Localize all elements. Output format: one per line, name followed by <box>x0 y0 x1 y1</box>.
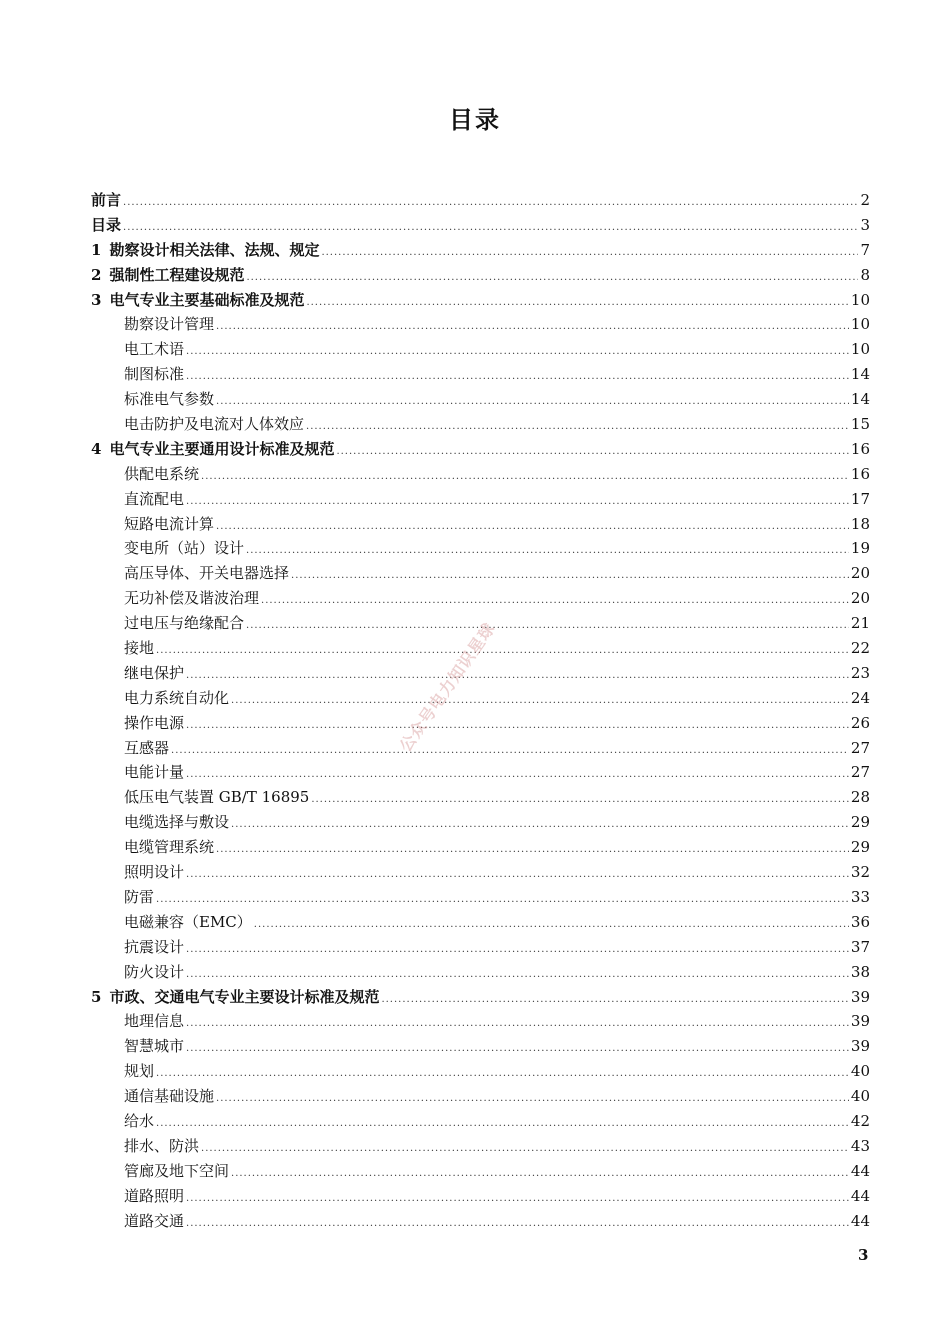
toc-entry[interactable] <box>91 910 870 935</box>
toc-entry-number: 5 <box>91 987 102 1006</box>
toc-entry-label: 制图标准 <box>124 365 185 384</box>
toc-entry-page: 29 <box>850 838 870 857</box>
toc-entry-label: 通信基础设施 <box>124 1087 215 1106</box>
toc-entry[interactable] <box>91 1159 870 1184</box>
dot-leader <box>216 390 849 415</box>
toc-entry-label: 电气专业主要通用设计标准及规范 <box>109 439 335 458</box>
toc-entry-label: 前言 <box>91 191 122 209</box>
toc-entry-label: 勘察设计管理 <box>124 315 215 334</box>
toc-entry[interactable] <box>91 860 870 885</box>
toc-entry-label: 勘察设计相关法律、法规、规定 <box>109 240 320 259</box>
dot-leader <box>156 1112 849 1137</box>
dot-leader <box>156 639 849 664</box>
toc-entry[interactable] <box>91 337 870 362</box>
dot-leader <box>231 1162 849 1187</box>
dot-leader <box>156 1062 849 1087</box>
toc-entry-label: 电气专业主要基础标准及规范 <box>109 290 305 309</box>
toc-entry-page: 32 <box>850 863 870 882</box>
toc-entry-label: 无功补偿及谐波治理 <box>124 589 260 608</box>
toc-entry-label: 电力系统自动化 <box>124 688 230 707</box>
toc-entry-label: 目录 <box>91 215 122 234</box>
toc-entry-page: 40 <box>850 1087 870 1106</box>
toc-entry-page: 23 <box>850 663 870 682</box>
toc-entry-page: 10 <box>850 340 870 359</box>
toc-entry-label: 市政、交通电气专业主要设计标准及规范 <box>109 987 380 1006</box>
toc-entry-label: 电磁兼容（EMC） <box>124 912 252 931</box>
toc-entry[interactable] <box>91 188 870 213</box>
toc-entry-label: 防火设计 <box>124 962 185 981</box>
dot-leader <box>186 1037 849 1062</box>
dot-leader <box>186 1212 849 1237</box>
dot-leader <box>311 788 849 813</box>
dot-leader <box>336 440 848 465</box>
toc-entry-page: 29 <box>850 813 870 832</box>
toc-entry-page: 22 <box>850 639 870 658</box>
toc-entry[interactable] <box>91 586 870 611</box>
toc-entry-page: 16 <box>850 464 870 483</box>
dot-leader <box>186 1187 849 1212</box>
toc-entry-page: 36 <box>850 912 870 931</box>
toc-entry-number: 1 <box>91 240 102 259</box>
toc-entry[interactable] <box>91 437 870 462</box>
toc-entry[interactable] <box>91 263 870 288</box>
dot-leader <box>186 714 849 739</box>
dot-leader <box>291 564 849 589</box>
dot-leader <box>254 913 849 938</box>
toc-entry[interactable] <box>91 810 870 835</box>
toc-entry[interactable] <box>91 1209 870 1234</box>
toc-entry[interactable] <box>91 1084 870 1109</box>
toc-entry-label: 高压导体、开关电器选择 <box>124 564 290 583</box>
dot-leader <box>261 589 849 614</box>
toc-entry-page: 44 <box>850 1161 870 1180</box>
toc-entry-page: 3 <box>860 215 870 234</box>
dot-leader <box>216 1087 849 1112</box>
toc-entry-page: 39 <box>850 1012 870 1031</box>
toc-entry[interactable] <box>91 536 870 561</box>
toc-entry-page: 19 <box>850 539 870 558</box>
toc-entry-label: 互感器 <box>124 738 170 757</box>
dot-leader <box>123 191 858 216</box>
toc-entry[interactable] <box>91 362 870 387</box>
toc-entry-label: 管廊及地下空间 <box>124 1161 230 1180</box>
toc-entry-page: 16 <box>850 439 870 458</box>
dot-leader <box>231 813 849 838</box>
toc-entry[interactable] <box>91 238 870 263</box>
toc-entry[interactable] <box>91 960 870 985</box>
toc-entry[interactable] <box>91 736 870 761</box>
toc-entry-number: 4 <box>91 439 102 458</box>
toc-entry-page: 40 <box>850 1062 870 1081</box>
toc-entry-label: 操作电源 <box>124 713 185 732</box>
toc-entry-page: 38 <box>850 962 870 981</box>
toc-entry-label: 排水、防洪 <box>124 1136 200 1155</box>
toc-entry-label: 直流配电 <box>124 489 185 508</box>
toc-entry[interactable] <box>91 288 870 313</box>
toc-entry-label: 电能计量 <box>124 763 185 782</box>
toc-entry-page: 14 <box>850 365 870 384</box>
toc-entry-label: 强制性工程建设规范 <box>109 265 245 284</box>
toc-entry-page: 15 <box>850 415 870 434</box>
dot-leader <box>381 988 848 1013</box>
toc-entry-page: 7 <box>860 240 870 259</box>
dot-leader <box>306 415 849 440</box>
dot-leader <box>246 614 849 639</box>
toc-entry-label: 道路交通 <box>124 1211 185 1230</box>
toc-entry-page: 39 <box>850 987 870 1006</box>
dot-leader <box>246 539 849 564</box>
toc-entry-page: 44 <box>850 1211 870 1230</box>
toc-entry-page: 14 <box>850 390 870 409</box>
toc-entry-label: 电击防护及电流对人体效应 <box>124 415 305 434</box>
toc-entry[interactable] <box>91 661 870 686</box>
toc-entry-label: 供配电系统 <box>124 464 200 483</box>
toc-entry-label: 电工术语 <box>124 340 185 359</box>
toc-entry-label: 低压电气装置 GB/T 16895 <box>124 788 310 807</box>
toc-entry[interactable] <box>91 1134 870 1159</box>
toc-entry[interactable] <box>91 1184 870 1209</box>
dot-leader <box>186 340 849 365</box>
watermark: 公众号电力知识星球 <box>395 618 499 756</box>
dot-leader <box>186 664 849 689</box>
toc-entry-label: 电缆管理系统 <box>124 838 215 857</box>
page-number: 3 <box>858 1246 869 1264</box>
toc-entry-number: 3 <box>91 290 102 309</box>
dot-leader <box>246 266 858 291</box>
toc-entry[interactable] <box>91 711 870 736</box>
toc-entry[interactable] <box>91 412 870 437</box>
toc-entry-page: 33 <box>850 887 870 906</box>
dot-leader <box>186 863 849 888</box>
toc-entry[interactable] <box>91 885 870 910</box>
toc-entry-label: 智慧城市 <box>124 1037 185 1056</box>
toc-entry[interactable] <box>91 985 870 1010</box>
dot-leader <box>186 365 849 390</box>
toc-entry-page: 2 <box>860 191 870 209</box>
dot-leader <box>201 1137 849 1162</box>
toc-entry[interactable] <box>91 785 870 810</box>
toc-entry-label: 短路电流计算 <box>124 514 215 533</box>
dot-leader <box>216 315 849 340</box>
toc-entry[interactable] <box>91 387 870 412</box>
toc-entry[interactable] <box>91 686 870 711</box>
dot-leader <box>216 515 849 540</box>
toc-entry-label: 继电保护 <box>124 663 185 682</box>
toc-entry-page: 44 <box>850 1186 870 1205</box>
toc-entry-page: 10 <box>850 315 870 334</box>
dot-leader <box>231 689 849 714</box>
table-of-contents <box>91 188 870 1233</box>
toc-entry-page: 20 <box>850 564 870 583</box>
toc-entry[interactable] <box>91 213 870 238</box>
toc-entry[interactable] <box>91 760 870 785</box>
toc-entry[interactable] <box>91 935 870 960</box>
toc-entry-page: 27 <box>850 763 870 782</box>
toc-entry[interactable] <box>91 1034 870 1059</box>
dot-leader <box>201 465 849 490</box>
toc-entry-page: 20 <box>850 589 870 608</box>
toc-entry[interactable] <box>91 561 870 586</box>
toc-entry-label: 抗震设计 <box>124 937 185 956</box>
toc-entry[interactable] <box>91 462 870 487</box>
toc-entry-label: 标准电气参数 <box>124 390 215 409</box>
toc-entry-label: 电缆选择与敷设 <box>124 813 230 832</box>
toc-entry-page: 10 <box>850 290 870 309</box>
dot-leader <box>186 938 849 963</box>
dot-leader <box>186 1012 849 1037</box>
toc-entry[interactable] <box>91 835 870 860</box>
toc-entry-page: 37 <box>850 937 870 956</box>
toc-entry-label: 防雷 <box>124 887 155 906</box>
toc-entry[interactable] <box>91 512 870 537</box>
toc-entry-number: 2 <box>91 265 102 284</box>
toc-entry-page: 8 <box>860 265 870 284</box>
toc-entry-page: 26 <box>850 713 870 732</box>
toc-entry-page: 27 <box>850 738 870 757</box>
dot-leader <box>171 739 849 764</box>
toc-entry[interactable] <box>91 312 870 337</box>
toc-entry-page: 28 <box>850 788 870 807</box>
toc-entry[interactable] <box>91 487 870 512</box>
dot-leader <box>156 888 849 913</box>
toc-entry-page: 43 <box>850 1136 870 1155</box>
toc-entry-label: 规划 <box>124 1062 155 1081</box>
toc-entry-label: 接地 <box>124 639 155 658</box>
toc-entry-label: 道路照明 <box>124 1186 185 1205</box>
page-title: 目录 <box>449 105 501 134</box>
dot-leader <box>321 241 858 266</box>
toc-entry[interactable] <box>91 1009 870 1034</box>
toc-entry-label: 给水 <box>124 1111 155 1130</box>
toc-entry-page: 24 <box>850 688 870 707</box>
dot-leader <box>216 838 849 863</box>
toc-entry-page: 42 <box>850 1111 870 1130</box>
toc-entry-label: 照明设计 <box>124 863 185 882</box>
dot-leader <box>306 291 848 316</box>
dot-leader <box>186 490 849 515</box>
toc-entry[interactable] <box>91 1059 870 1084</box>
toc-entry[interactable] <box>91 1109 870 1134</box>
toc-entry-page: 39 <box>850 1037 870 1056</box>
toc-entry-label: 变电所（站）设计 <box>124 539 245 558</box>
toc-entry-page: 17 <box>850 489 870 508</box>
toc-entry-label: 地理信息 <box>124 1012 185 1031</box>
toc-entry-label: 过电压与绝缘配合 <box>124 614 245 633</box>
toc-entry-page: 18 <box>850 514 870 533</box>
toc-entry-page: 21 <box>850 614 870 633</box>
